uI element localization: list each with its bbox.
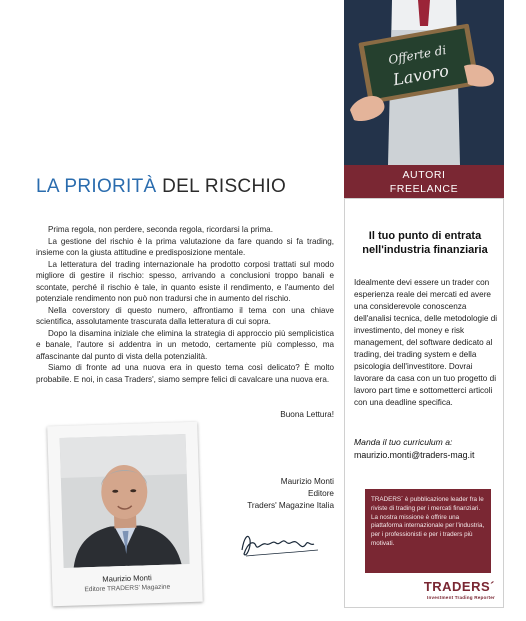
paragraph: Prima regola, non perdere, seconda regola, ricordarsi la prima.	[48, 225, 273, 234]
ad-mail-link[interactable]: maurizio.monti@traders-mag.it	[354, 450, 475, 460]
logo-subtitle: Investment Trading Reporter	[427, 595, 495, 600]
greeting: Buona Lettura!	[280, 410, 334, 419]
photo-caption	[52, 572, 202, 595]
ad-description: Idealmente devi essere un trader con esperienza reale dei mercati ed avere una considerevole conoscenza dell'analisi tecnica, delle metodologie di investimento, del money e risk management, del software dedicato al trading, dei trading system e della psicologia dell'investitore. Dovrai lavorare da casa con un tuo progetto di lavoro part time e sottometterci articoli con una deadline specifica.	[354, 278, 498, 407]
ad-mail-label: Manda il tuo curriculum a:	[354, 437, 453, 447]
sign-line-2: Lavoro	[391, 60, 451, 90]
paragraph: Dopo la disamina iniziale che elimina la strategia di approccio più semplicistica e banale, l'autore si addentra in un metodo, certamente più complesso, ma affascinante dal punto di vista della potenzialità.	[36, 328, 334, 361]
paragraph: Nella coverstory di questo numero, affrontiamo il tema con una chiave scientifica, assolutamente trascurata dalla letteratura di cui sopra.	[36, 305, 334, 326]
author-name: Maurizio Monti	[280, 477, 334, 486]
ad-body	[344, 198, 504, 608]
logo-text: TRADERS´	[423, 579, 495, 594]
banner-line-2: FREELANCE	[389, 183, 459, 195]
job-ad	[344, 0, 504, 608]
ad-info-box: TRADERS´ è pubblicazione leader fra le riviste di trading per i mercati finanziari. La nostra missione è offrire una piattaforma internazionale per l'industria, per i professionisti e per i traders più motivati.	[365, 489, 491, 573]
paragraph: La gestione del rischio è la prima valutazione da fare quando si fa trading, insieme con la giusta attitudine e predisposizione mentale.	[36, 236, 334, 257]
author-photo-card	[47, 422, 203, 607]
title-part-rischio: DEL RISCHIO	[162, 176, 287, 197]
title-part-priorita: LA PRIORITÀ	[36, 176, 157, 197]
ad-banner	[344, 165, 504, 201]
editorial-text	[36, 224, 334, 385]
paragraph: La letteratura del trading internazionale ha prodotto corposi trattati sul modo migliore di gestire il rischio: spesso, arrivando a conclusioni troppo banali e scontate, perché il rischio è tale, in quanto esiste il rendimento, e l'aumento del potenziale rendimento non può non tradursi che in aumento del rischio.	[36, 259, 334, 303]
paragraph: Siamo di fronte ad una nuova era in questo tema così delicato? È molto probabile. E noi, in casa Traders', siamo sempre felici di cavalcare una nuova era.	[36, 363, 334, 384]
handwritten-signature	[236, 520, 326, 565]
page-title	[36, 176, 286, 198]
sign-line-1: Offerte di	[387, 42, 448, 67]
ad-title	[353, 229, 497, 257]
ad-photo	[344, 0, 504, 165]
author-role: Editore	[308, 489, 334, 498]
caption-role: Editore TRADERS' Magazine	[84, 583, 171, 594]
traders-logo	[415, 579, 495, 600]
ad-title-line-1: Il tuo punto di entrata	[368, 230, 482, 242]
caption-name: Maurizio Monti	[102, 573, 152, 584]
author-publication: Traders' Magazine Italia	[247, 501, 334, 510]
ad-title-line-2: nell'industria finanziaria	[362, 244, 488, 256]
author-photo	[60, 434, 190, 568]
author-block	[247, 476, 334, 512]
banner-line-1: AUTORI	[402, 169, 446, 181]
